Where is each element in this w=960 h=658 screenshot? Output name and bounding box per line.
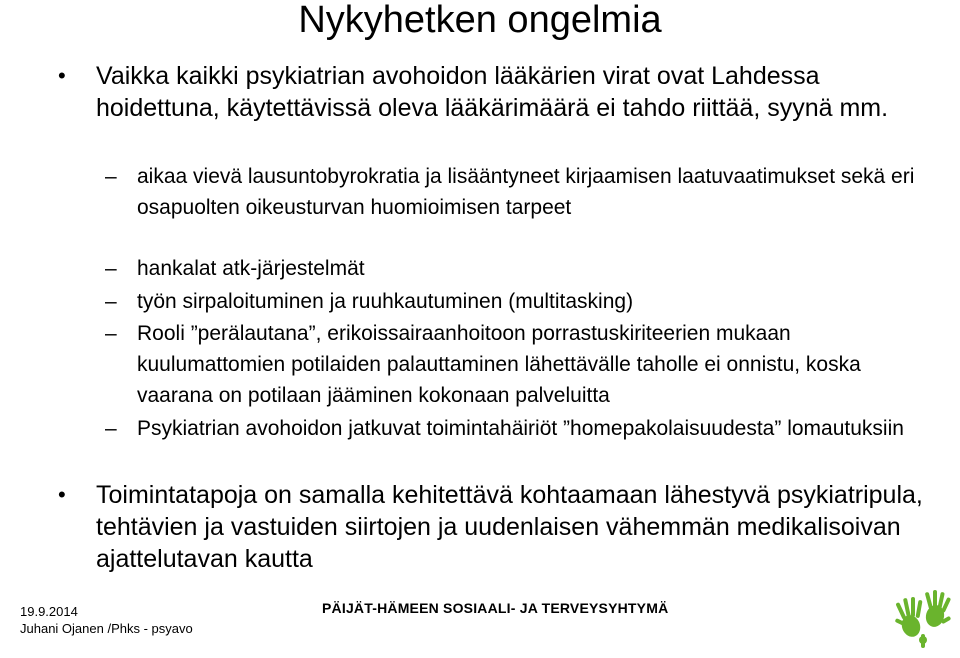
sub-list-text: hankalat atk-järjestelmät <box>137 257 365 280</box>
bullet-item <box>58 60 938 124</box>
dash-mark: – <box>105 417 117 440</box>
dash-mark: – <box>105 165 117 188</box>
dash-mark: – <box>105 322 117 345</box>
footer-author: Juhani Ojanen /Phks - psyavo <box>20 621 193 636</box>
sub-list-item <box>105 253 920 284</box>
bullet-text: Toimintatapoja on samalla kehitettävä kohtaamaan lähestyvä psykiatripula, tehtävien ja vastuiden siirtojen ja uudenlaisen vähemmän medikalisoivan ajattelutavan kautta <box>96 481 923 573</box>
sub-list-item <box>105 318 920 411</box>
sub-list-item <box>105 161 920 223</box>
bullet-text: Vaikka kaikki psykiatrian avohoidon lääkärien virat ovat Lahdessa hoidettuna, käytettävissä oleva lääkärimäärä ei tahdo riittää, syynä mm. <box>96 62 889 122</box>
dash-mark: – <box>105 257 117 280</box>
footer-organization: PÄIJÄT-HÄMEEN SOSIAALI- JA TERVEYSYHTYMÄ <box>322 600 669 616</box>
sub-list-text: Rooli ”perälautana”, erikoissairaanhoitoon porrastuskiriteerien mukaan kuulumattomien potilaiden palauttaminen lähettävälle taholle ei onnistu, koska vaarana on potilaan jääminen kokonaan palveluitta <box>137 322 861 407</box>
bullet-mark: • <box>58 482 66 507</box>
sub-list-text: Psykiatrian avohoidon jatkuvat toimintahäiriöt ”homepakolaisuudesta” lomautuksiin <box>137 417 904 440</box>
footer-date: 19.9.2014 <box>20 604 78 619</box>
bullet-mark: • <box>58 63 66 88</box>
green-hands-logo-icon <box>893 588 953 650</box>
sub-list-item <box>105 286 920 317</box>
sub-list-text: aikaa vievä lausuntobyrokratia ja lisääntyneet kirjaamisen laatuvaatimukset sekä eri osapuolten oikeusturvan huomioimisen tarpeet <box>137 165 915 219</box>
slide-title: Nykyhetken ongelmia <box>298 0 662 41</box>
bullet-item <box>58 479 938 575</box>
sub-list-item <box>105 413 920 444</box>
sub-list-text: työn sirpaloituminen ja ruuhkautuminen (multitasking) <box>137 290 634 313</box>
dash-mark: – <box>105 290 117 313</box>
